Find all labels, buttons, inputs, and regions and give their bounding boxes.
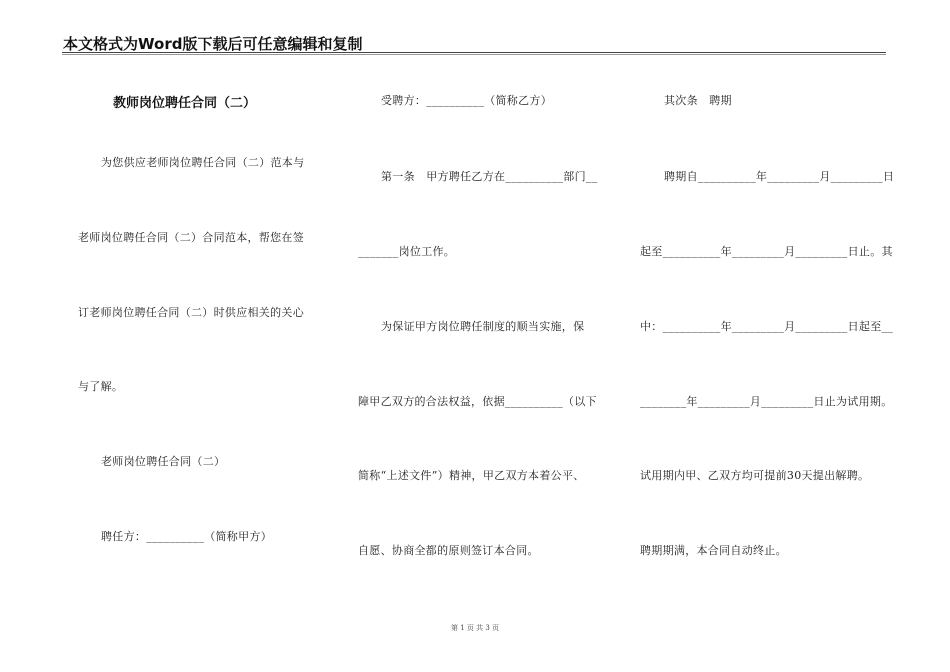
article-1-line: 第一条 甲方聘任乙方在__________部门__ [381,170,598,183]
page-number-footer: 第 1 页 共 3 页 [450,624,500,632]
paragraph-line: 与了解。 [78,380,124,393]
paragraph-line: ________年_________月_________日止为试用期。 [640,395,893,408]
paragraph-line: 起至__________年_________月_________日止。其 [640,245,893,258]
paragraph-line: 为您供应老师岗位聘任合同（二）范本与 [101,156,305,169]
page-header-title: 本文格式为Word版下载后可任意编辑和复制 [63,35,363,53]
header-divider [62,52,886,53]
paragraph-line: 订老师岗位聘任合同（二）时供应相关的关心 [78,306,304,319]
article-2-heading: 其次条 聘期 [664,94,732,107]
employee-line: 受聘方：__________（简称乙方） [381,94,552,107]
paragraph-line: 试用期内甲、乙双方均可提前30天提出解聘。 [640,469,870,482]
paragraph-line: 聘期期满，本合同自动终止。 [640,544,787,557]
paragraph-line: 为保证甲方岗位聘任制度的顺当实施，保 [381,320,585,333]
employer-line: 聘任方：__________（简称甲方） [101,530,272,543]
paragraph-line: 简称“上述文件”）精神，甲乙双方本着公平、 [358,469,585,482]
paragraph-line: 自愿、协商全都的原则签订本合同。 [358,544,539,557]
header-divider-thin [62,54,886,55]
paragraph-line: 老师岗位聘任合同（二）合同范本，帮您在签 [78,231,304,244]
paragraph-line: _______岗位工作。 [358,245,456,258]
section-heading: 老师岗位聘任合同（二） [101,455,226,468]
paragraph-line: 障甲乙双方的合法权益，依据__________（以下 [358,395,597,408]
paragraph-line: 聘期自__________年_________月_________日 [664,170,895,183]
paragraph-line: 中：__________年_________月_________日起至__ [640,320,894,333]
document-title: 教师岗位聘任合同（二） [113,96,257,111]
